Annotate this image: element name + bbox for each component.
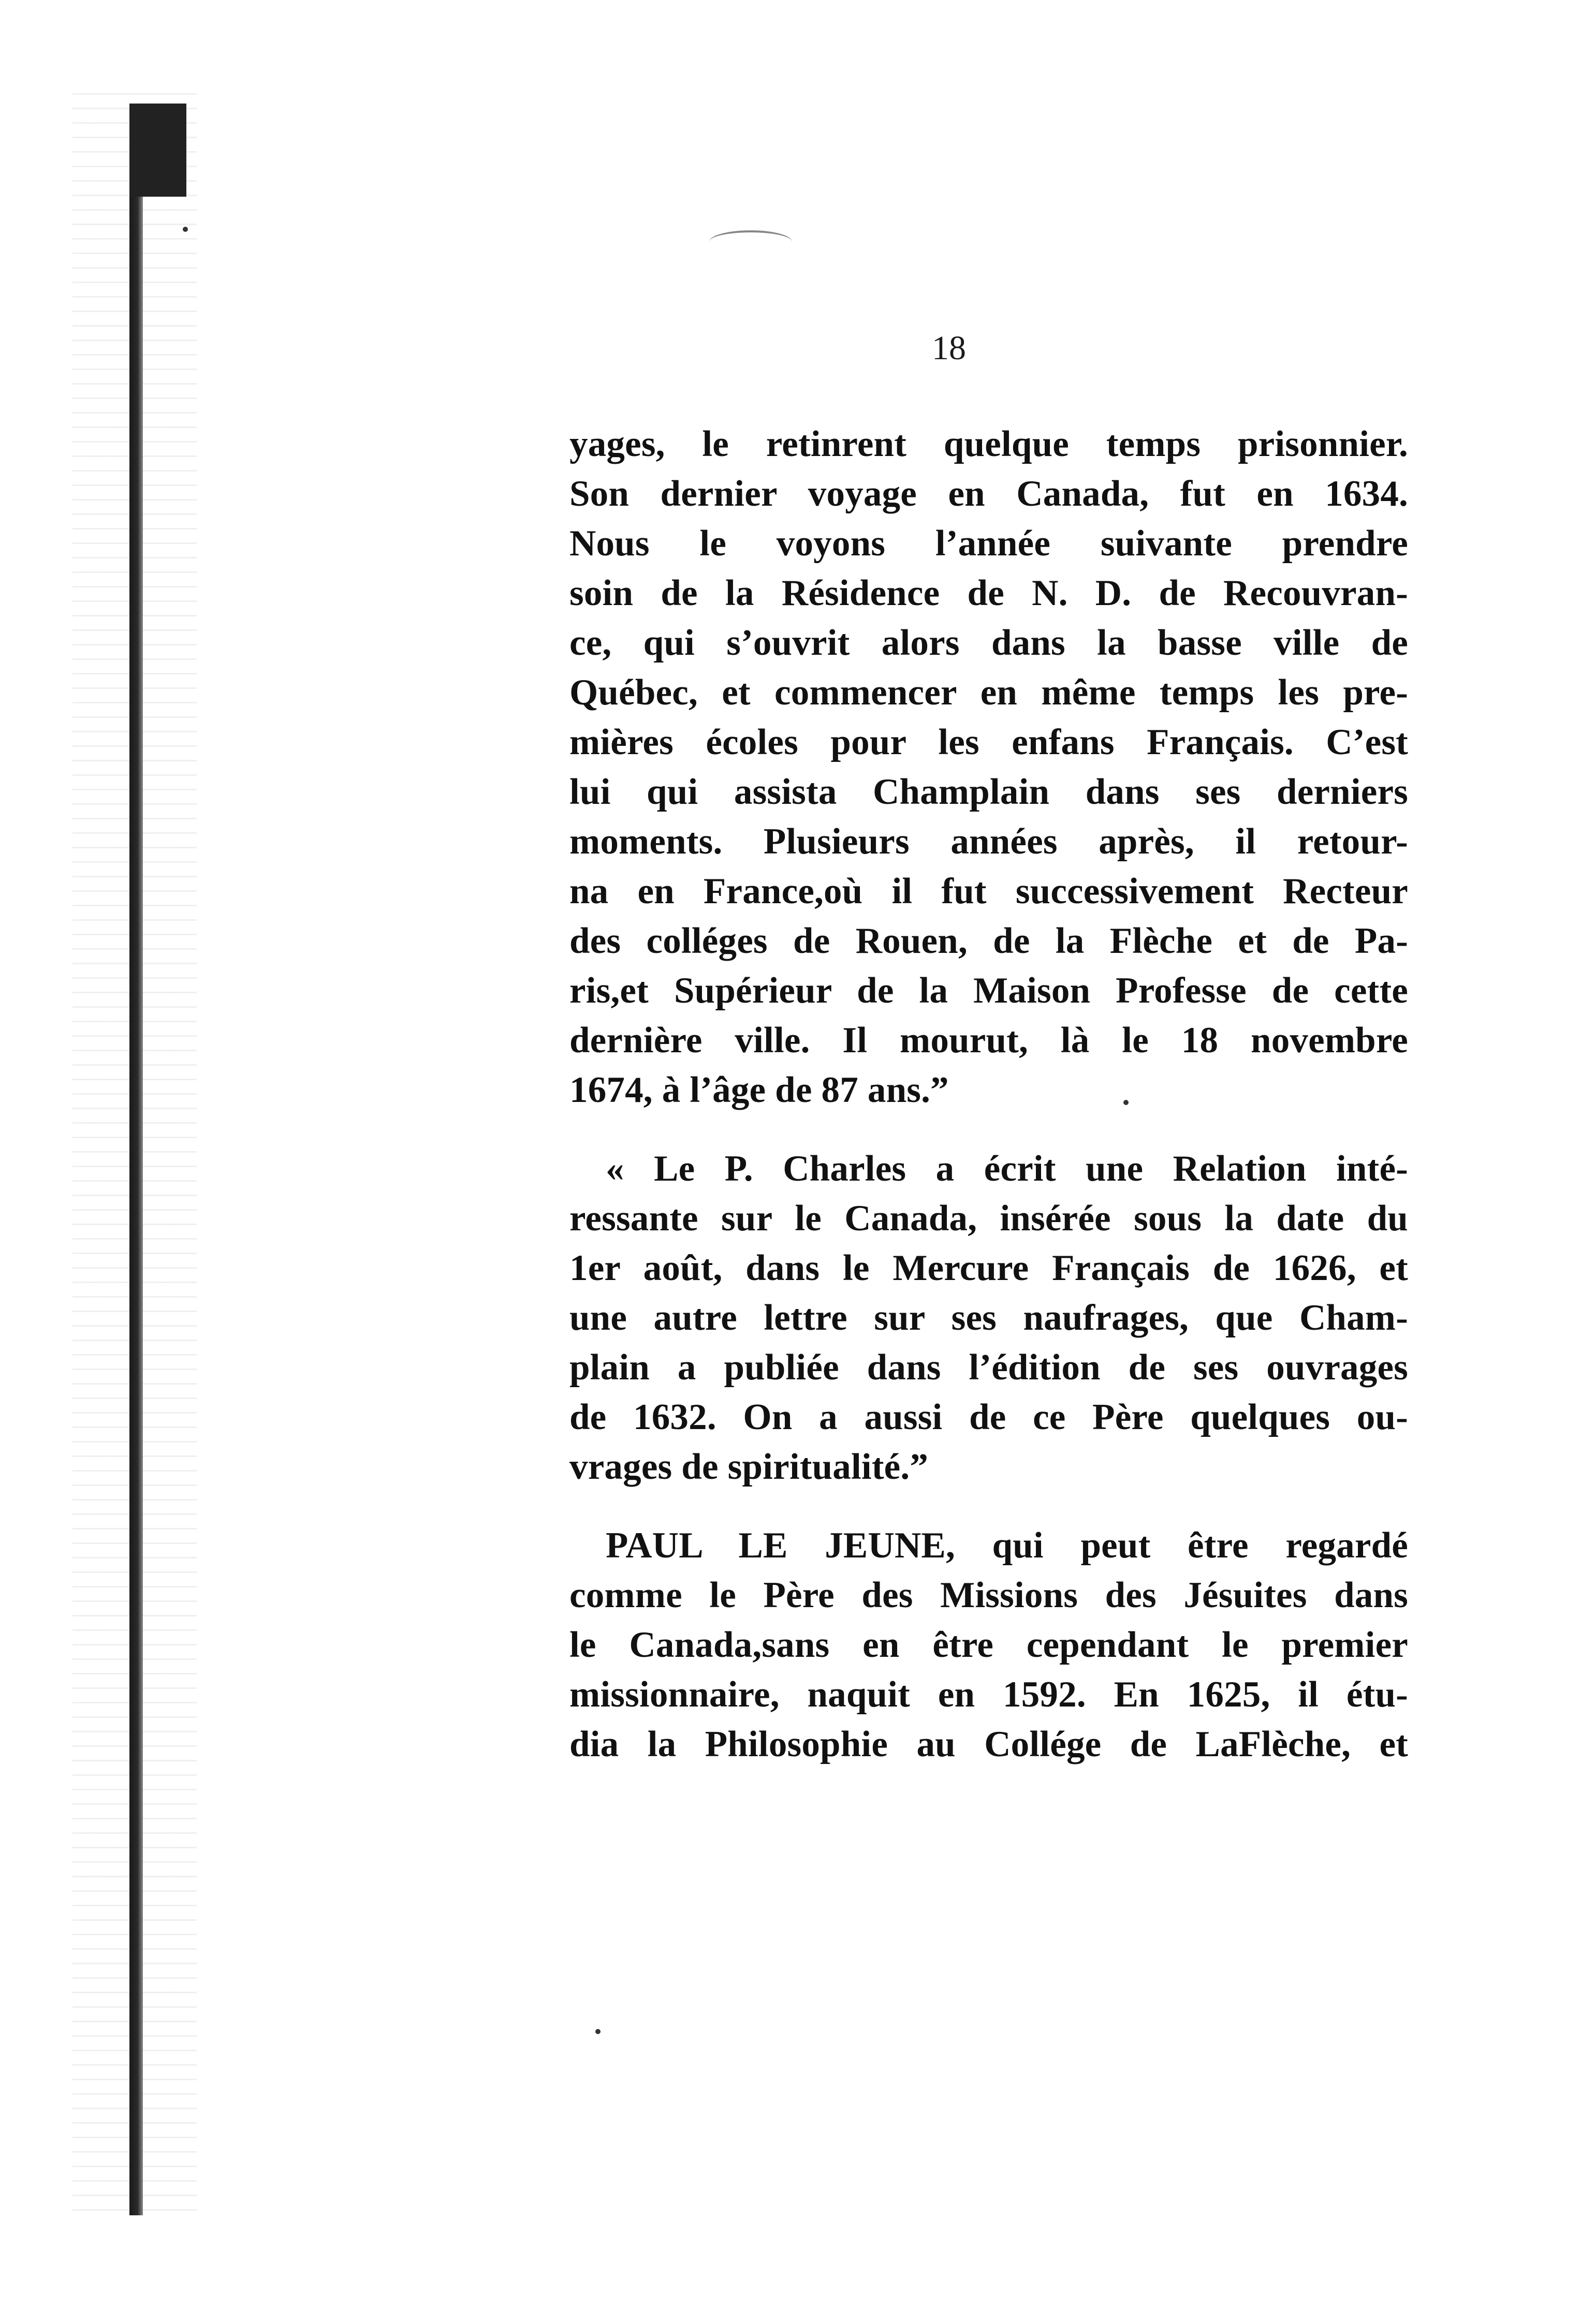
- text-line: PAUL LE JEUNE, qui peut être regardé: [606, 1525, 1408, 1566]
- text-line: missionnaire, naquit en 1592. En 1625, il étu-: [569, 1674, 1408, 1715]
- text-line: ressante sur le Canada, insérée sous la date du: [569, 1198, 1408, 1239]
- text-line: ce, qui s’ouvrit alors dans la basse ville de: [569, 623, 1408, 663]
- text-line: lui qui assista Champlain dans ses derniers: [569, 772, 1408, 812]
- text-line: moments. Plusieurs années après, il retour-: [569, 821, 1408, 862]
- text-line: 1er août, dans le Mercure Français de 1626, et: [569, 1248, 1408, 1288]
- scan-speck: [183, 227, 188, 232]
- text-line: mières écoles pour les enfans Français. C’est: [569, 722, 1408, 762]
- text-line: « Le P. Charles a écrit une Relation inté-: [606, 1149, 1408, 1189]
- ink-smudge: [709, 230, 792, 253]
- text-line: soin de la Résidence de N. D. de Recouvran-: [569, 573, 1408, 613]
- page-number: 18: [932, 329, 966, 367]
- text-line: na en France,où il fut successivement Recteur: [569, 871, 1408, 911]
- text-line: dia la Philosophie au Collége de LaFlèche, et: [569, 1724, 1408, 1764]
- text-line: dernière ville. Il mourut, là le 18 novembre: [569, 1020, 1408, 1061]
- page-body: [569, 419, 1408, 1769]
- text-line: des colléges de Rouen, de la Flèche et de Pa-: [569, 921, 1408, 961]
- paragraph-3: [569, 1521, 1408, 1769]
- text-line: Québec, et commencer en même temps les pre-: [569, 672, 1408, 713]
- scan-speck: [595, 2029, 601, 2034]
- scan-speck: [1123, 1100, 1129, 1105]
- paragraph-2: [569, 1144, 1408, 1492]
- text-line: de 1632. On a aussi de ce Père quelques ou-: [569, 1397, 1408, 1437]
- text-line: 1674, à l’âge de 87 ans.”: [569, 1070, 949, 1110]
- text-line: Son dernier voyage en Canada, fut en 1634.: [569, 474, 1408, 514]
- text-line: yages, le retinrent quelque temps prisonnier.: [569, 424, 1408, 464]
- paragraph-1: [569, 419, 1408, 1115]
- text-line: le Canada,sans en être cependant le premier: [569, 1625, 1408, 1665]
- text-line: vrages de spiritualité.”: [569, 1447, 929, 1487]
- binding-edge-top: [129, 104, 186, 197]
- text-line: ris,et Supérieur de la Maison Professe de cette: [569, 970, 1408, 1011]
- text-line: Nous le voyons l’année suivante prendre: [569, 523, 1408, 564]
- text-line: une autre lettre sur ses naufrages, que Cham-: [569, 1298, 1408, 1338]
- text-line: comme le Père des Missions des Jésuites dans: [569, 1575, 1408, 1615]
- text-line: plain a publiée dans l’édition de ses ouvrages: [569, 1347, 1408, 1388]
- binding-edge: [129, 197, 143, 2215]
